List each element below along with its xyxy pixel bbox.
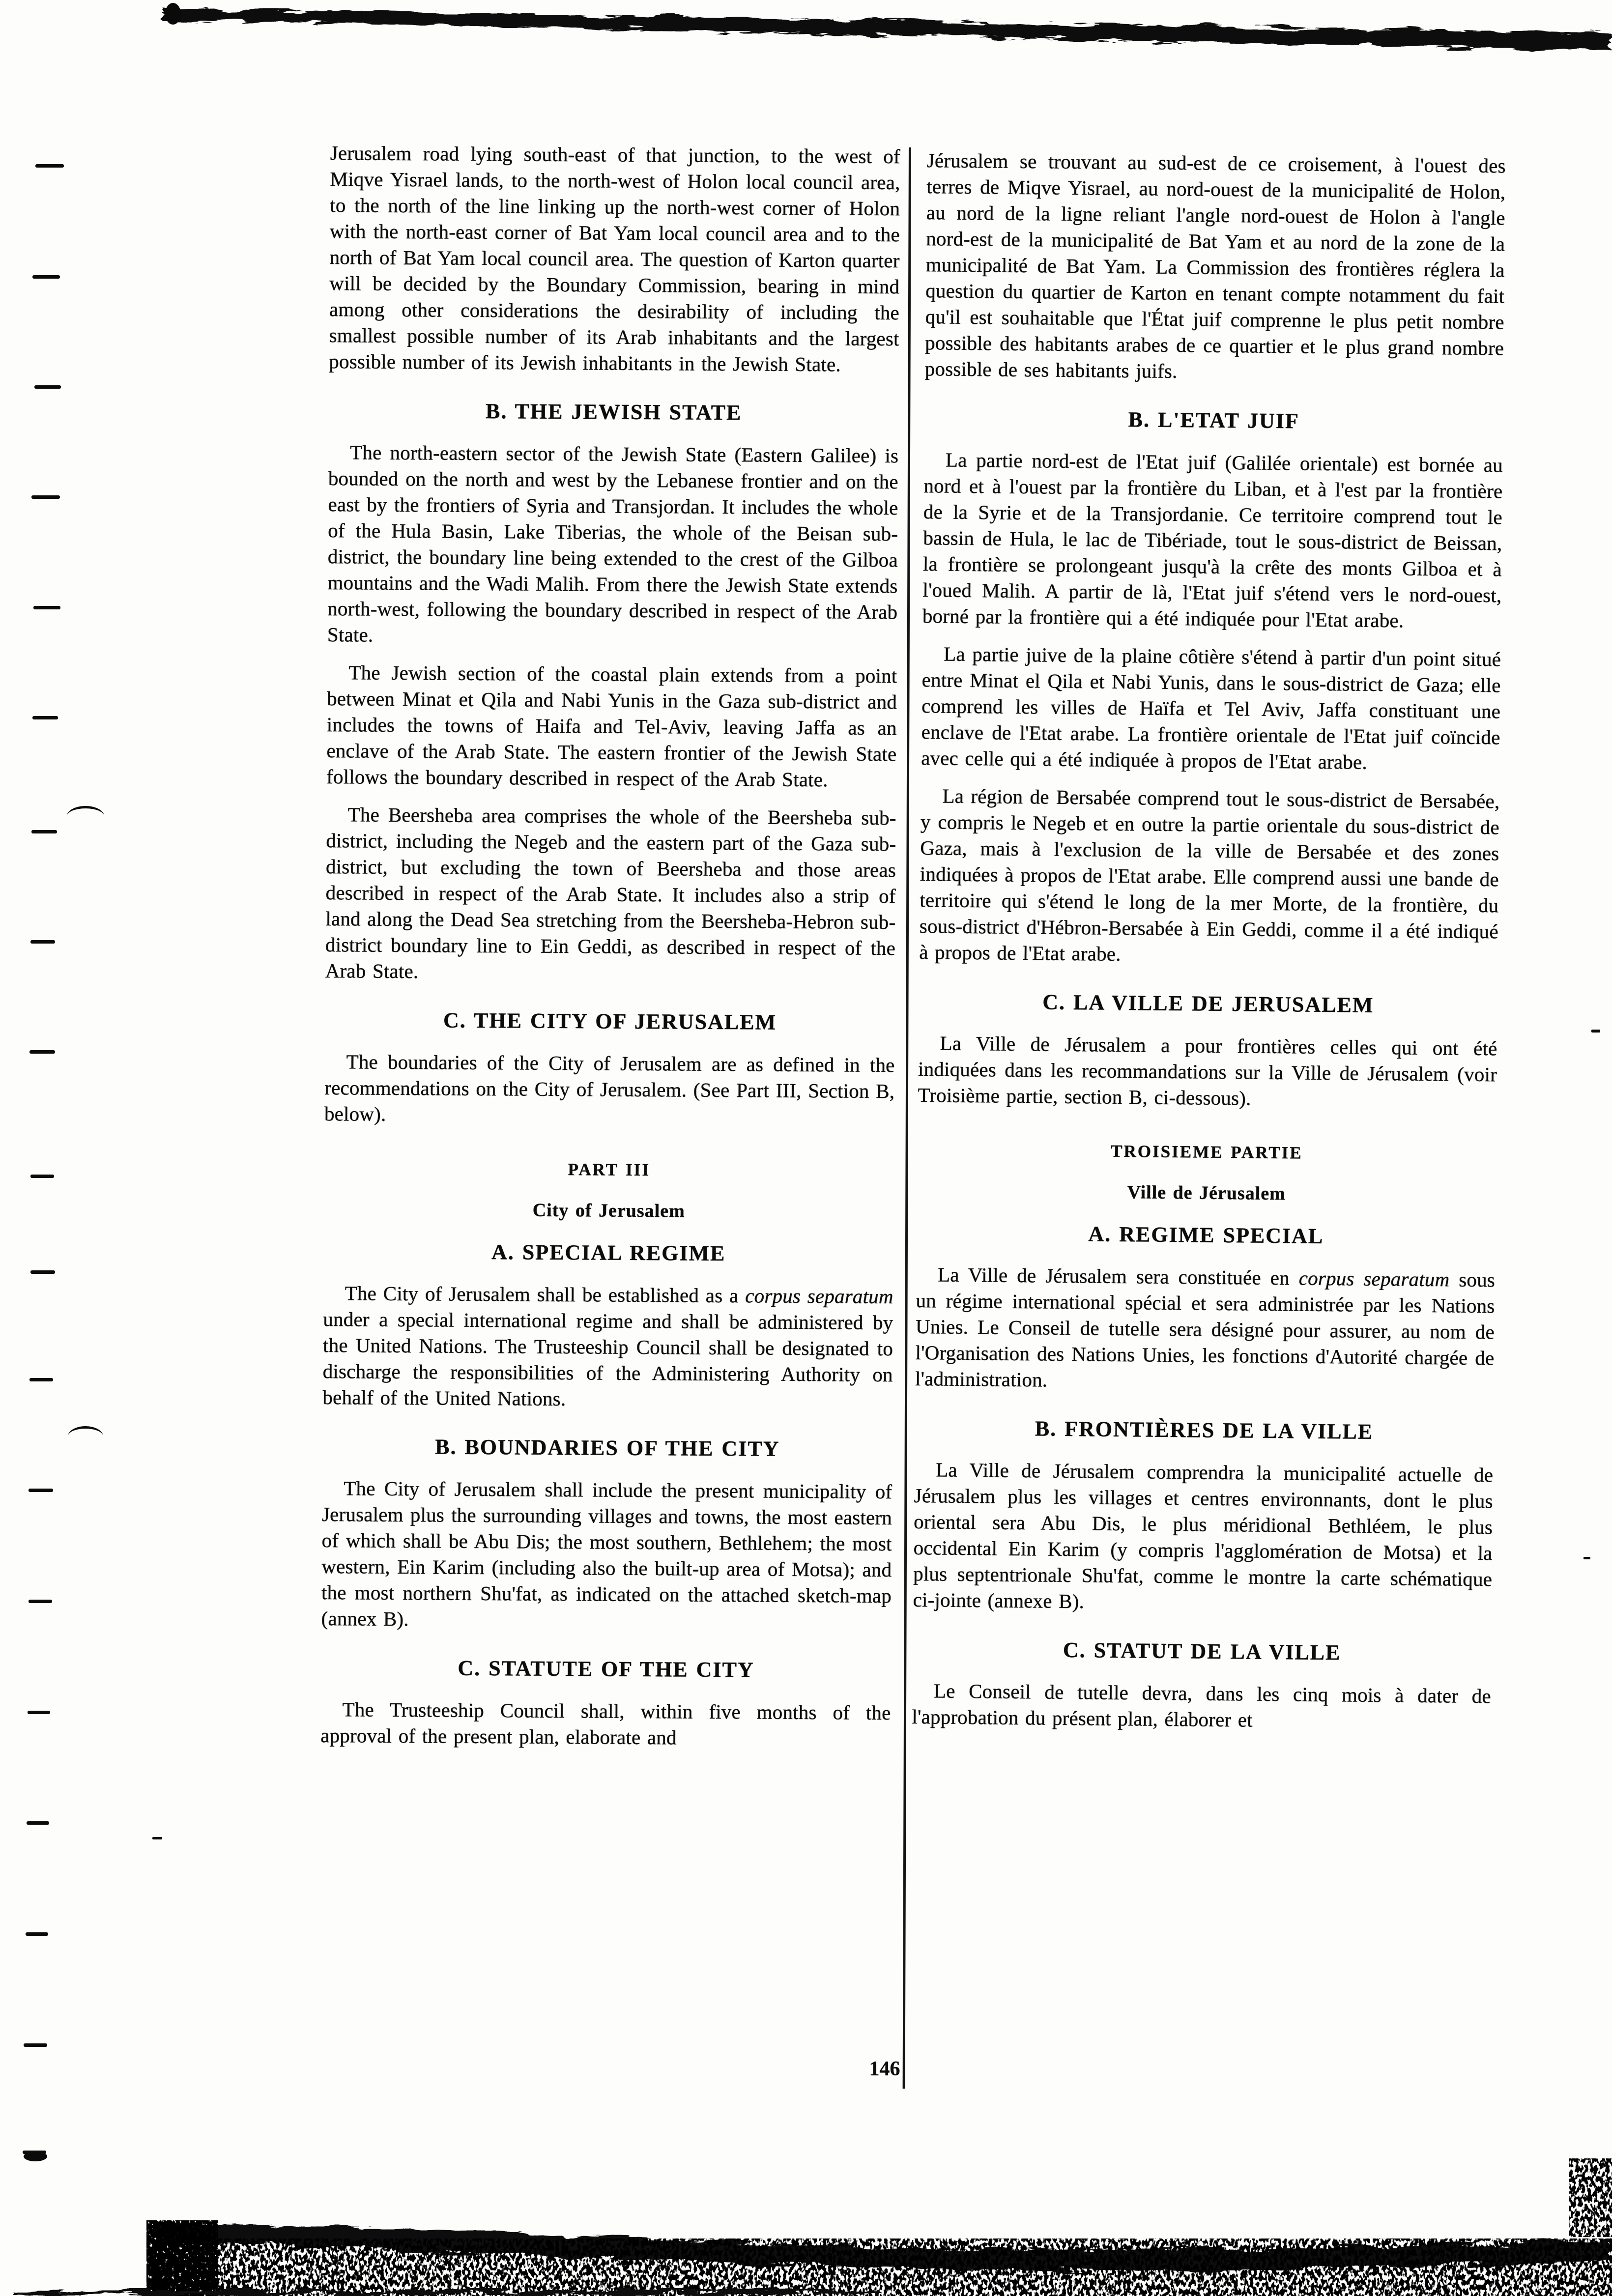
paragraph: The Jewish section of the coastal plain extends from a point between Minat et Qila and Nabi Yunis in the Gaza sub-district and includes the towns of Haifa and Tel-Aviv, leaving Jaffa as an enclave of the Arab State. The eastern frontier of the Jewish State follows the boundary described in respect of the Arab State. [326,661,897,791]
margin-mark [29,1600,52,1603]
paragraph: La Ville de Jérusalem comprendra la municipalité actuelle de Jérusalem plus les villages et centres environnants, dont le plus oriental sera Abu Dis, le plus méridional Bethléem, le plus occidental Ein Karim (y compris l'agglomération de Motsa) et la plus septentrionale Shu'fat, comme le montre la carte schématique ci-jointe (annexe B). [913,1458,1494,1613]
scan-speck [1591,1030,1600,1033]
paragraph-text: La Ville de Jérusalem sera constituée en [937,1263,1299,1290]
scan-artifact-bottom-band [0,2152,1612,2296]
latin-term: corpus separatum [1298,1266,1450,1291]
margin-mark [67,806,104,816]
heading-troisieme-partie: TROISIEME PARTIE [1110,1141,1303,1163]
margin-mark [30,1270,55,1274]
heading-regime-special: A. REGIME SPECIAL [1088,1222,1324,1248]
paragraph-text: The City of Jerusalem shall be established as a [345,1282,746,1307]
paragraph: La partie nord-est de l'Etat juif (Galilée orientale) est bornée au nord et à l'ouest par la frontière du Liban, et à l'est par la frontière de la Syrie et de la Transjordanie. Ce territoire comprend tout le bassin de Hula, le lac de Tibériade, tout le sous-district de Beissan, la frontière se prolongeant jusqu'à la crête des monts Gilboa et à l'oued Malih. A partir de là, l'Etat juif s'étend vers le nord-ouest, borné par la frontière qui a été indiquée pour l'Etat arabe. [922,448,1503,632]
margin-mark [31,495,60,499]
margin-mark [29,1489,53,1492]
margin-mark [33,606,60,609]
heading-part-iii: PART III [568,1159,651,1180]
paragraph: Le Conseil de tutelle devra, dans les cinq mois à dater de l'approbation du présent plan, élaborer et [912,1679,1492,1731]
margin-mark [29,1378,53,1381]
margin-mark [32,275,60,279]
latin-term: corpus separatum [745,1284,893,1308]
paragraph [322,1280,893,1414]
heading-city-of-jerusalem: C. THE CITY OF JERUSALEM [443,1008,777,1034]
paragraph: La Ville de Jérusalem a pour frontières celles qui ont été indiquées dans les recommandations sur la Ville de Jérusalem (voir Troisième partie, section B, ci-dessous). [918,1032,1497,1110]
margin-mark [30,940,55,944]
french-column [912,147,1506,1735]
paragraph-continuation: Jerusalem road lying south-east of that junction, to the west of Miqve Yisrael lands, to the north-west of Holon local council area, to the north of the line linking up the north-west corner of Holon with the north-east corner of Bat Yam local council area and to the north of Bat Yam local council area. The question of Karton quarter will be decided by the Boundary Commission, bearing in mind among other considerations the desirability of including the smallest possible number of its Arab inhabitants and the largest possible number of its Jewish inhabitants in the Jewish State. [329,141,900,376]
english-column [320,140,900,1752]
heading-boundaries-of-city: B. BOUNDARIES OF THE CITY [434,1435,780,1461]
paragraph: The boundaries of the City of Jerusalem are as defined in the recommendations on the City of Jerusalem. (See Part III, Section B, below). [324,1050,895,1125]
heading-part-title: City of Jerusalem [532,1200,685,1222]
margin-mark [34,385,61,389]
margin-mark [28,1711,50,1714]
heading-special-regime: A. SPECIAL REGIME [491,1240,726,1265]
scan-artifact-top-band [0,0,1612,64]
paragraph-continuation: Jérusalem se trouvant au sud-est de ce croisement, à l'ouest des terres de Miqve Yisrael, au nord-ouest de la municipalité de Holon, au nord de la ligne reliant l'angle nord-ouest de Holon à l'angle nord-est de la municipalité de Bat Yam et au nord de la zone de la municipalité de Bat Yam. La Commission des frontières réglera la question du quartier de Karton en tenant compte notamment du fait qu'il est souhaitable que l'État juif comprenne le plus petit nombre possible des habitants arabes de ce quartier et le plus grand nombre possible de ses habitants juifs. [924,148,1506,382]
margin-mark [27,1821,49,1825]
paragraph: The Trusteeship Council shall, within five months of the approval of the present plan, elaborate and [320,1698,891,1749]
page-number: 146 [869,2058,900,2080]
heading-frontieres-de-la-ville: B. FRONTIÈRES DE LA VILLE [1035,1416,1374,1444]
margin-mark [29,1050,55,1054]
heading-ville-de-jerusalem: C. LA VILLE DE JERUSALEM [1042,990,1374,1017]
margin-mark [35,164,64,168]
paragraph: The Beersheba area comprises the whole of the Beersheba sub-district, including the Negeb and the eastern part of the Gaza sub-district, but excluding the town of Beersheba and those areas described in respect of the Arab State. It includes also a strip of land along the Dead Sea stretching from the Beersheba-Hebron sub-district boundary line to Ein Geddi, as described in respect of the Arab State. [325,803,896,983]
margin-mark [26,1932,48,1936]
margin-mark [24,2043,47,2047]
heading-statute-of-city: C. STATUTE OF THE CITY [458,1656,754,1682]
scan-speck [152,1837,162,1839]
heading-part-title-fr: Ville de Jérusalem [1127,1182,1286,1205]
margin-mark [68,1426,103,1436]
paragraph: The City of Jerusalem shall include the present municipality of Jerusalem plus the surrounding villages and towns, the most eastern of which shall be Abu Dis; the most southern, Bethlehem; the most western, Ein Karim (including also the built-up area of Motsa); and the most northern Shu'fat, as indicated on the attached sketch-map (annex B). [321,1477,892,1631]
margin-mark [30,1175,54,1178]
paragraph: La partie juive de la plaine côtière s'étend à partir d'un point situé entre Minat el Qila et Nabi Yunis, dans le sous-district de Gaza; elle comprend les villes de Haïfa et Tel Aviv, Jaffa constituant une enclave de l'Etat arabe. La frontière orientale de l'Etat juif coïncide avec celle qui a été indiquée à propos de l'Etat arabe. [921,642,1501,774]
margin-mark [31,830,57,833]
paragraph-text: sous un régime international spécial et sera administrée par les Nations Unies. Le Conseil de tutelle sera désigné pour assurer, au nom de l'Organisation des Nations Unies, les fonctions d'Autorité chargée de l'administration. [915,1268,1496,1391]
paragraph [915,1262,1495,1397]
scan-speck [1583,1557,1590,1559]
paragraph: The north-eastern sector of the Jewish State (Eastern Galilee) is bounded on the north and west by the Lebanese frontier and on the east by the frontiers of Syria and Transjordan. It includes the whole of the Hula Basin, Lake Tiberias, the whole of the Beisan sub-district, the boundary line being extended to the crest of the Gilboa mountains and the Wadi Malih. From there the Jewish State extends north-west, following the boundary described in respect of the Arab State. [327,441,899,646]
heading-etat-juif: B. L'ETAT JUIF [1128,407,1300,433]
heading-jewish-state: B. THE JEWISH STATE [485,399,742,425]
paragraph: La région de Bersabée comprend tout le sous-district de Bersabée, y compris le Negeb et en outre la partie orientale du sous-district de Gaza, mais à l'exclusion de la ville de Bersabée et des zones indiquées à propos de l'Etat arabe. Elle comprend aussi une bande de territoire qui s'étend le long de la mer Morte, de la frontière, du sous-district d'Hébron-Bersabée à Ein Geddi, comme il a été indiqué à propos de l'Etat arabe. [919,784,1500,965]
heading-statut-de-la-ville: C. STATUT DE LA VILLE [1063,1637,1341,1665]
margin-mark [32,716,58,719]
paragraph-text: under a special international regime and shall be administered by the United Nations. The Trusteeship Council shall be designated to discharge the responsibilities of the Administering Authority on behalf of the United Nations. [322,1307,893,1410]
column-divider [903,147,911,2089]
